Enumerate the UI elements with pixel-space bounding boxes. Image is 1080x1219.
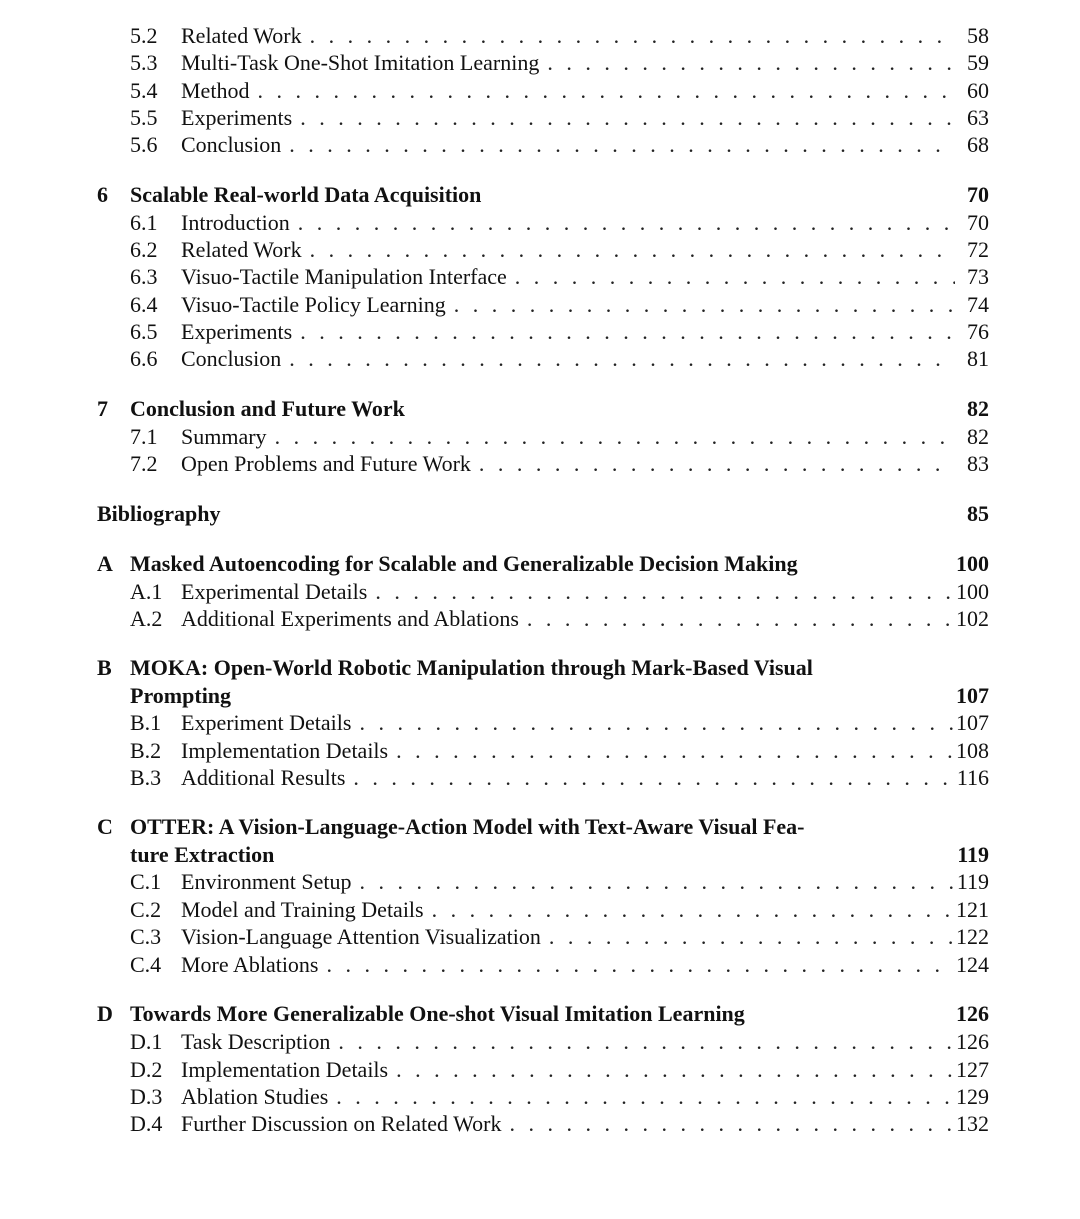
toc-entry[interactable] xyxy=(130,77,989,104)
page-number: 72 xyxy=(967,237,989,262)
section-title: Multi-Task One-Shot Imitation Learning xyxy=(181,50,540,75)
dot-leader xyxy=(539,49,955,76)
section-title: Introduction xyxy=(181,210,290,235)
page-number: 132 xyxy=(956,1111,989,1136)
toc-entry[interactable] xyxy=(130,1028,989,1055)
page-number: 85 xyxy=(967,501,989,526)
section-number: B.3 xyxy=(130,765,162,790)
section-number: D.1 xyxy=(130,1029,163,1054)
section-title: Open Problems and Future Work xyxy=(181,451,471,476)
toc-entry[interactable] xyxy=(130,578,989,605)
toc-entry[interactable] xyxy=(130,345,989,372)
toc-entry[interactable] xyxy=(130,764,989,791)
page-number: 100 xyxy=(956,551,989,576)
section-title: Ablation Studies xyxy=(181,1084,329,1109)
page-number: 107 xyxy=(956,710,989,735)
dot-leader xyxy=(267,423,955,450)
section-title: More Ablations xyxy=(181,952,319,977)
toc-entry[interactable] xyxy=(130,131,989,158)
section-title: Environment Setup xyxy=(181,869,352,894)
chapter-title: Scalable Real-world Data Acquisition xyxy=(130,182,482,207)
toc-appendix-a[interactable] xyxy=(97,550,989,577)
toc-entry[interactable] xyxy=(130,236,989,263)
section-number: 6.1 xyxy=(130,210,158,235)
dot-leader xyxy=(345,764,955,791)
chapter-number: B xyxy=(97,655,112,680)
toc-entry[interactable] xyxy=(130,291,989,318)
section-number: 6.4 xyxy=(130,292,158,317)
section-number: 5.3 xyxy=(130,50,158,75)
section-number: B.2 xyxy=(130,738,162,763)
chapter-number: A xyxy=(97,551,113,576)
section-number: C.3 xyxy=(130,924,162,949)
section-number: 6.5 xyxy=(130,319,158,344)
dot-leader xyxy=(388,737,955,764)
dot-leader xyxy=(302,236,955,263)
section-number: D.4 xyxy=(130,1111,163,1136)
toc-entry[interactable] xyxy=(130,1110,989,1137)
page-number: 122 xyxy=(956,924,989,949)
toc-entry[interactable] xyxy=(130,104,989,131)
toc-entry[interactable] xyxy=(130,1083,989,1110)
toc-entry[interactable] xyxy=(130,868,989,895)
section-title: Visuo-Tactile Policy Learning xyxy=(181,292,446,317)
dot-leader xyxy=(330,1028,955,1055)
dot-leader xyxy=(290,209,955,236)
section-title: Experiment Details xyxy=(181,710,352,735)
dot-leader xyxy=(281,131,955,158)
section-title: Method xyxy=(181,78,250,103)
dot-leader xyxy=(388,1056,955,1083)
section-title: Model and Training Details xyxy=(181,897,424,922)
chapter-title xyxy=(130,654,955,710)
chapter-title: Masked Autoencoding for Scalable and Generalizable Decision Making xyxy=(130,551,798,576)
page-number: 63 xyxy=(967,105,989,130)
section-number: 6.6 xyxy=(130,346,158,371)
section-number: D.2 xyxy=(130,1057,163,1082)
page-number: 74 xyxy=(967,292,989,317)
page-number: 108 xyxy=(956,738,989,763)
dot-leader xyxy=(292,318,955,345)
page-number: 121 xyxy=(956,897,989,922)
toc-entry[interactable] xyxy=(130,923,989,950)
dot-leader xyxy=(319,951,956,978)
toc-entry[interactable] xyxy=(130,450,989,477)
chapter-number: 6 xyxy=(97,182,108,207)
section-number: A.1 xyxy=(130,579,163,604)
page-number: 58 xyxy=(967,23,989,48)
toc-entry[interactable] xyxy=(130,49,989,76)
section-number: 7.2 xyxy=(130,451,158,476)
section-title: Additional Results xyxy=(181,765,346,790)
toc-chapter-7[interactable] xyxy=(97,395,989,422)
section-title: Summary xyxy=(181,424,267,449)
toc-appendix-c[interactable] xyxy=(97,813,989,869)
page-number: 68 xyxy=(967,132,989,157)
page-number: 119 xyxy=(956,869,989,894)
section-title: Experimental Details xyxy=(181,579,368,604)
section-title: Vision-Language Attention Visualization xyxy=(181,924,541,949)
page-number: 76 xyxy=(967,319,989,344)
chapter-title-line-2: Prompting xyxy=(130,683,232,708)
chapter-title: Conclusion and Future Work xyxy=(130,396,405,421)
dot-leader xyxy=(292,104,955,131)
section-title: Related Work xyxy=(181,237,302,262)
toc-entry[interactable] xyxy=(130,709,989,736)
page-number: 70 xyxy=(967,210,989,235)
dot-leader xyxy=(471,450,955,477)
page-number: 82 xyxy=(967,424,989,449)
page-number: 119 xyxy=(957,842,989,867)
section-number: D.3 xyxy=(130,1084,163,1109)
dot-leader xyxy=(519,605,955,632)
toc-chapter-6[interactable] xyxy=(97,181,989,208)
page-number: 107 xyxy=(956,683,989,708)
toc-entry[interactable] xyxy=(130,896,989,923)
toc-entry[interactable] xyxy=(130,951,989,978)
section-title: Task Description xyxy=(181,1029,331,1054)
dot-leader xyxy=(424,896,955,923)
chapter-number: C xyxy=(97,814,113,839)
section-number: 6.2 xyxy=(130,237,158,262)
page-number: 126 xyxy=(956,1029,989,1054)
dot-leader xyxy=(328,1083,955,1110)
section-number: 5.4 xyxy=(130,78,158,103)
section-title: Conclusion xyxy=(181,346,282,371)
toc-entry[interactable] xyxy=(130,318,989,345)
section-title: Related Work xyxy=(181,23,302,48)
page-number: 60 xyxy=(967,78,989,103)
section-number: C.4 xyxy=(130,952,162,977)
toc-appendix-d[interactable] xyxy=(97,1000,989,1027)
chapter-title: Bibliography xyxy=(97,501,221,526)
section-title: Further Discussion on Related Work xyxy=(181,1111,502,1136)
toc-entry[interactable] xyxy=(130,737,989,764)
dot-leader xyxy=(501,1110,955,1137)
chapter-title: Towards More Generalizable One-shot Visual Imitation Learning xyxy=(130,1001,745,1026)
dot-leader xyxy=(302,22,955,49)
chapter-number: D xyxy=(97,1001,113,1026)
page-number: 59 xyxy=(967,50,989,75)
toc-bibliography[interactable] xyxy=(97,500,989,527)
page-number: 70 xyxy=(967,182,989,207)
toc-entry[interactable] xyxy=(130,423,989,450)
section-number: 5.6 xyxy=(130,132,158,157)
page-number: 102 xyxy=(956,606,989,631)
toc-entry[interactable] xyxy=(130,263,989,290)
toc-entry[interactable] xyxy=(130,22,989,49)
section-title: Visuo-Tactile Manipulation Interface xyxy=(181,264,507,289)
chapter-title-line-1: OTTER: A Vision-Language-Action Model with Text-Aware Visual Fea- xyxy=(130,814,805,839)
dot-leader xyxy=(541,923,955,950)
section-number: C.1 xyxy=(130,869,162,894)
section-number: 6.3 xyxy=(130,264,158,289)
toc-appendix-b[interactable] xyxy=(97,654,989,710)
chapter-title-line-2: ture Extraction xyxy=(130,842,275,867)
page-number: 116 xyxy=(956,765,989,790)
dot-leader xyxy=(281,345,955,372)
toc-entry[interactable] xyxy=(130,1056,989,1083)
dot-leader xyxy=(507,263,955,290)
page-number: 73 xyxy=(967,264,989,289)
section-title: Experiments xyxy=(181,105,293,130)
section-number: 5.5 xyxy=(130,105,158,130)
toc-entry[interactable] xyxy=(130,209,989,236)
dot-leader xyxy=(367,578,955,605)
dot-leader xyxy=(446,291,955,318)
section-number: 5.2 xyxy=(130,23,158,48)
page-number: 81 xyxy=(967,346,989,371)
section-title: Implementation Details xyxy=(181,738,389,763)
page-number: 129 xyxy=(956,1084,989,1109)
section-title: Conclusion xyxy=(181,132,282,157)
section-title: Experiments xyxy=(181,319,293,344)
chapter-title xyxy=(130,813,955,869)
section-number: C.2 xyxy=(130,897,162,922)
page-number: 82 xyxy=(967,396,989,421)
section-title: Additional Experiments and Ablations xyxy=(181,606,519,631)
toc-entry[interactable] xyxy=(130,605,989,632)
dot-leader xyxy=(351,709,955,736)
page-number: 83 xyxy=(967,451,989,476)
chapter-number: 7 xyxy=(97,396,108,421)
page-number: 124 xyxy=(956,952,989,977)
dot-leader xyxy=(249,77,955,104)
section-number: 7.1 xyxy=(130,424,158,449)
page-number: 100 xyxy=(956,579,989,604)
dot-leader xyxy=(351,868,955,895)
chapter-title-line-1: MOKA: Open-World Robotic Manipulation through Mark-Based Visual xyxy=(130,655,813,680)
section-number: B.1 xyxy=(130,710,162,735)
section-number: A.2 xyxy=(130,606,163,631)
section-title: Implementation Details xyxy=(181,1057,389,1082)
page-number: 126 xyxy=(956,1001,989,1026)
page-number: 127 xyxy=(956,1057,989,1082)
